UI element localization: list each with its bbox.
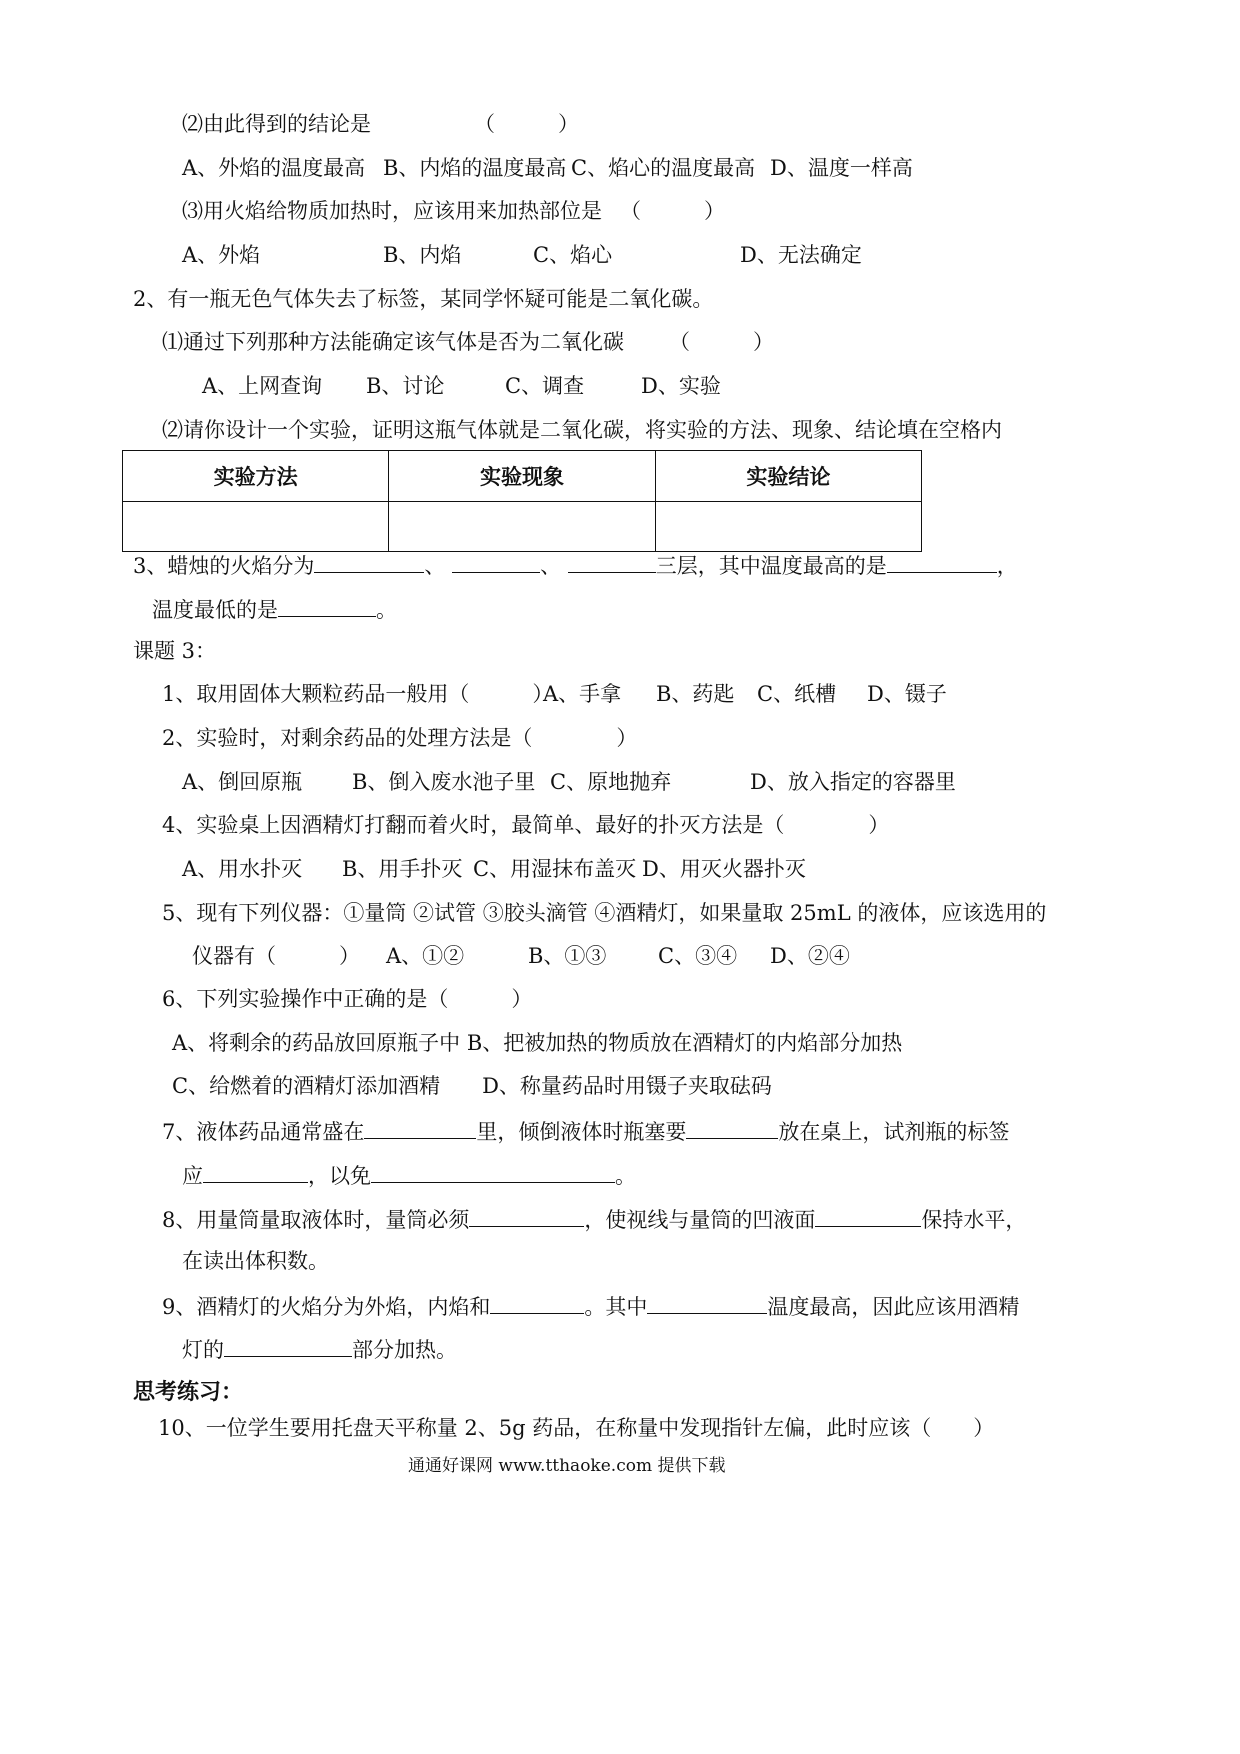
fill-blank[interactable] [203, 1160, 308, 1183]
option-b: B、内焰的温度最高 [383, 156, 567, 180]
question-1: 1、取用固体大颗粒药品一般用（ ） [162, 682, 554, 706]
question-2-1: ⑴通过下列那种方法能确定该气体是否为二氧化碳 [162, 330, 624, 354]
table-cell-method[interactable] [123, 502, 389, 552]
question-2: 2、实验时，对剩余药品的处理方法是（ ） [162, 726, 638, 750]
option-d: D、用灭火器扑灭 [642, 857, 806, 881]
question-8-line2: 在读出体积数。 [182, 1249, 329, 1273]
question-9 [162, 1291, 1019, 1321]
option-d: D、放入指定的容器里 [750, 770, 956, 794]
answer-paren: （ ） [620, 199, 725, 223]
question-2-2: ⑵请你设计一个实验，证明这瓶气体就是二氧化碳，将实验的方法、现象、结论填在空格内 [162, 418, 1002, 442]
separator: 。 [615, 1164, 636, 1188]
question-text: 灯的 [182, 1338, 224, 1362]
table-header-method: 实验方法 [123, 451, 389, 502]
question-5-line2: 仪器有（ ） [192, 944, 360, 968]
table-header-phenomenon: 实验现象 [389, 451, 655, 502]
option-d: D、②④ [770, 944, 850, 968]
question-2: 2、有一瓶无色气体失去了标签，某同学怀疑可能是二氧化碳。 [133, 287, 714, 311]
question-text: 放在桌上，试剂瓶的标签 [778, 1120, 1010, 1144]
option-a: A、用水扑灭 [182, 857, 303, 881]
question-6-options-1: A、将剩余的药品放回原瓶子中 B、把被加热的物质放在酒精灯的内焰部分加热 [172, 1031, 903, 1055]
question-8 [162, 1204, 1026, 1234]
question-text: 保持水平， [921, 1208, 1027, 1232]
fill-blank[interactable] [278, 594, 376, 617]
fill-blank[interactable] [364, 1116, 476, 1139]
question-3-line2 [152, 594, 397, 624]
option-a: A、①② [386, 944, 465, 968]
question-3 [133, 550, 1018, 580]
question-text: 部分加热。 [352, 1338, 457, 1362]
question-7-line2 [182, 1160, 636, 1190]
option-a: A、外焰的温度最高 [182, 156, 366, 180]
option-b: B、讨论 [366, 374, 445, 398]
fill-blank[interactable] [686, 1116, 778, 1139]
question-text: 里，倾倒液体时瓶塞要 [476, 1120, 687, 1144]
fill-blank[interactable] [887, 550, 997, 573]
fill-blank[interactable] [568, 550, 656, 573]
fill-blank[interactable] [371, 1160, 615, 1183]
option-a: A、手拿 [543, 682, 622, 706]
question-text: 温度最低的是 [152, 598, 278, 622]
option-a: A、倒回原瓶 [182, 770, 303, 794]
option-c: C、纸槽 [757, 682, 837, 706]
table-cell-phenomenon[interactable] [389, 502, 655, 552]
question-text: ⑵由此得到的结论是 [182, 112, 371, 136]
table-header-conclusion: 实验结论 [655, 451, 921, 502]
question-text: 7、液体药品通常盛在 [162, 1120, 365, 1144]
fill-blank[interactable] [647, 1291, 767, 1314]
question-text: 8、用量筒量取液体时，量筒必须 [162, 1208, 470, 1232]
option-c: C、③④ [658, 944, 738, 968]
question-text: 三层，其中温度最高的是 [655, 554, 887, 578]
separator: ， [996, 554, 1018, 578]
question-1-2 [182, 110, 371, 138]
question-1-3: ⑶用火焰给物质加热时，应该用来加热部位是 [182, 199, 602, 223]
section-title: 课题 3： [133, 639, 217, 663]
fill-blank[interactable] [224, 1334, 352, 1357]
option-a: A、外焰 [182, 243, 261, 267]
option-b: B、倒入废水池子里 [352, 770, 536, 794]
answer-paren: （ ） [474, 112, 579, 136]
question-text: 应 [182, 1164, 203, 1188]
fill-blank[interactable] [490, 1291, 584, 1314]
separator: 。 [376, 598, 397, 622]
option-c: C、原地抛弃 [550, 770, 672, 794]
question-6-options-2: C、给燃着的酒精灯添加酒精 D、称量药品时用镊子夹取砝码 [172, 1074, 772, 1098]
option-c: C、用湿抹布盖灭 [473, 857, 637, 881]
question-7 [162, 1116, 1009, 1146]
answer-paren: （ ） [669, 330, 774, 354]
option-b: B、①③ [528, 944, 607, 968]
question-text: 9、酒精灯的火焰分为外焰，内焰和 [162, 1295, 491, 1319]
fill-blank[interactable] [815, 1204, 921, 1227]
separator: 、 [540, 554, 562, 578]
practice-heading: 思考练习： [133, 1379, 244, 1405]
question-9-line2 [182, 1334, 457, 1364]
option-b: B、内焰 [383, 243, 462, 267]
experiment-table [122, 450, 922, 552]
fill-blank[interactable] [452, 550, 540, 573]
page-footer: 通通好课网 www.tthaoke.com 提供下载 [408, 1456, 726, 1476]
option-d: D、实验 [641, 374, 721, 398]
question-5: 5、现有下列仪器：①量筒 ②试管 ③胶头滴管 ④酒精灯，如果量取 25mL 的液体，应该选用的 [162, 901, 1047, 925]
question-text: 3、蜡烛的火焰分为 [133, 554, 315, 578]
fill-blank[interactable] [469, 1204, 584, 1227]
question-text: ，以免 [308, 1164, 371, 1188]
separator: 、 [424, 554, 446, 578]
fill-blank[interactable] [314, 550, 424, 573]
question-6: 6、下列实验操作中正确的是（ ） [162, 987, 533, 1011]
option-b: B、用手扑灭 [342, 857, 463, 881]
option-d: D、温度一样高 [770, 156, 913, 180]
question-text: 温度最高，因此应该用酒精 [767, 1295, 1020, 1319]
table-cell-conclusion[interactable] [655, 502, 921, 552]
question-10: 10、一位学生要用托盘天平称量 2、5g 药品，在称量中发现指针左偏，此时应该（ ） [158, 1416, 995, 1440]
option-c: C、焰心 [533, 243, 613, 267]
option-b: B、药匙 [656, 682, 735, 706]
option-c: C、调查 [505, 374, 585, 398]
option-d: D、无法确定 [740, 243, 862, 267]
question-text: ，使视线与量筒的凹液面 [584, 1208, 816, 1232]
question-text: 。其中 [584, 1295, 648, 1319]
option-c: C、焰心的温度最高 [571, 156, 756, 180]
option-d: D、镊子 [867, 682, 947, 706]
option-a: A、上网查询 [202, 374, 323, 398]
question-4: 4、实验桌上因酒精灯打翻而着火时，最简单、最好的扑灭方法是（ ） [162, 813, 890, 837]
